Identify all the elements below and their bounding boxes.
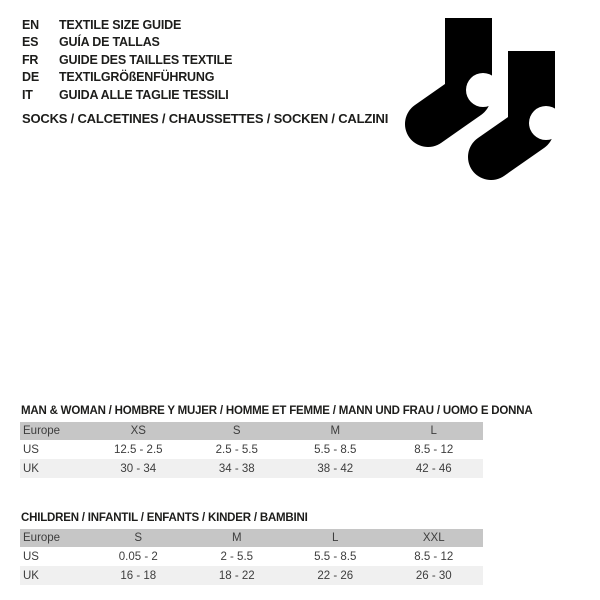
lang-label: TEXTILGRÖßENFÜHRUNG xyxy=(59,70,215,85)
socks-icon xyxy=(405,10,575,180)
size-value: 2.5 - 5.5 xyxy=(215,443,258,456)
children-size-table xyxy=(20,529,483,585)
header-cell-size: L xyxy=(286,529,385,547)
header-cell-size: M xyxy=(188,529,287,547)
size-value: 2 - 5.5 xyxy=(220,550,254,563)
lang-row-en xyxy=(22,16,232,34)
size-table-section-children xyxy=(20,512,483,585)
children-table-title: CHILDREN / INFANTIL / ENFANTS / KINDER / BAMBINI xyxy=(21,512,308,524)
row-label: UK xyxy=(20,566,89,585)
adult-table-title: MAN & WOMAN / HOMBRE Y MUJER / HOMME ET FEMME / MANN UND FRAU / UOMO E DONNA xyxy=(21,405,533,417)
size-value: 22 - 26 xyxy=(286,566,385,585)
size-value: 12.5 - 2.5 xyxy=(113,443,163,456)
language-guide-list xyxy=(22,16,232,104)
size-value: 8.5 - 12 xyxy=(414,550,454,563)
size-value: 16 - 18 xyxy=(89,566,188,585)
lang-label: GUÍA DE TALLAS xyxy=(59,35,160,50)
size-value: 42 - 46 xyxy=(385,459,484,478)
size-table-section-adult xyxy=(20,405,533,478)
back-sock-shape xyxy=(428,18,500,124)
lang-label: GUIDA ALLE TAGLIE TESSILI xyxy=(59,87,229,102)
header-cell-size: L xyxy=(385,422,484,440)
size-value: 30 - 34 xyxy=(89,459,188,478)
lang-label: GUIDE DES TAILLES TEXTILE xyxy=(59,52,233,67)
row-label: US xyxy=(23,443,39,456)
size-value: 34 - 38 xyxy=(188,459,287,478)
header-cell-region: Europe xyxy=(20,422,89,440)
header-cell-size: XXL xyxy=(385,529,484,547)
size-value: 26 - 30 xyxy=(385,566,484,585)
row-label: US xyxy=(23,550,39,563)
header-cell-region: Europe xyxy=(20,529,89,547)
lang-row-it xyxy=(22,86,232,104)
category-title: SOCKS / CALCETINES / CHAUSSETTES / SOCKEN / CALZINI xyxy=(22,111,389,126)
header-cell-size: XS xyxy=(89,422,188,440)
lang-code: FR xyxy=(22,52,39,67)
lang-label: TEXTILE SIZE GUIDE xyxy=(59,17,182,32)
header-cell-size: S xyxy=(188,422,287,440)
adult-size-table xyxy=(20,422,483,478)
lang-row-fr xyxy=(22,51,232,69)
size-value: 8.5 - 12 xyxy=(414,443,454,456)
size-value: 0.05 - 2 xyxy=(118,550,158,563)
row-label: UK xyxy=(20,459,89,478)
size-value: 5.5 - 8.5 xyxy=(314,550,357,563)
header-cell-size: S xyxy=(89,529,188,547)
lang-code: DE xyxy=(22,70,39,85)
lang-code: ES xyxy=(22,35,39,50)
size-value: 18 - 22 xyxy=(188,566,287,585)
header-cell-size: M xyxy=(286,422,385,440)
size-value: 5.5 - 8.5 xyxy=(314,443,357,456)
size-value: 38 - 42 xyxy=(286,459,385,478)
lang-row-es xyxy=(22,34,232,52)
lang-code: EN xyxy=(22,17,39,32)
lang-code: IT xyxy=(22,87,33,102)
lang-row-de xyxy=(22,69,232,87)
